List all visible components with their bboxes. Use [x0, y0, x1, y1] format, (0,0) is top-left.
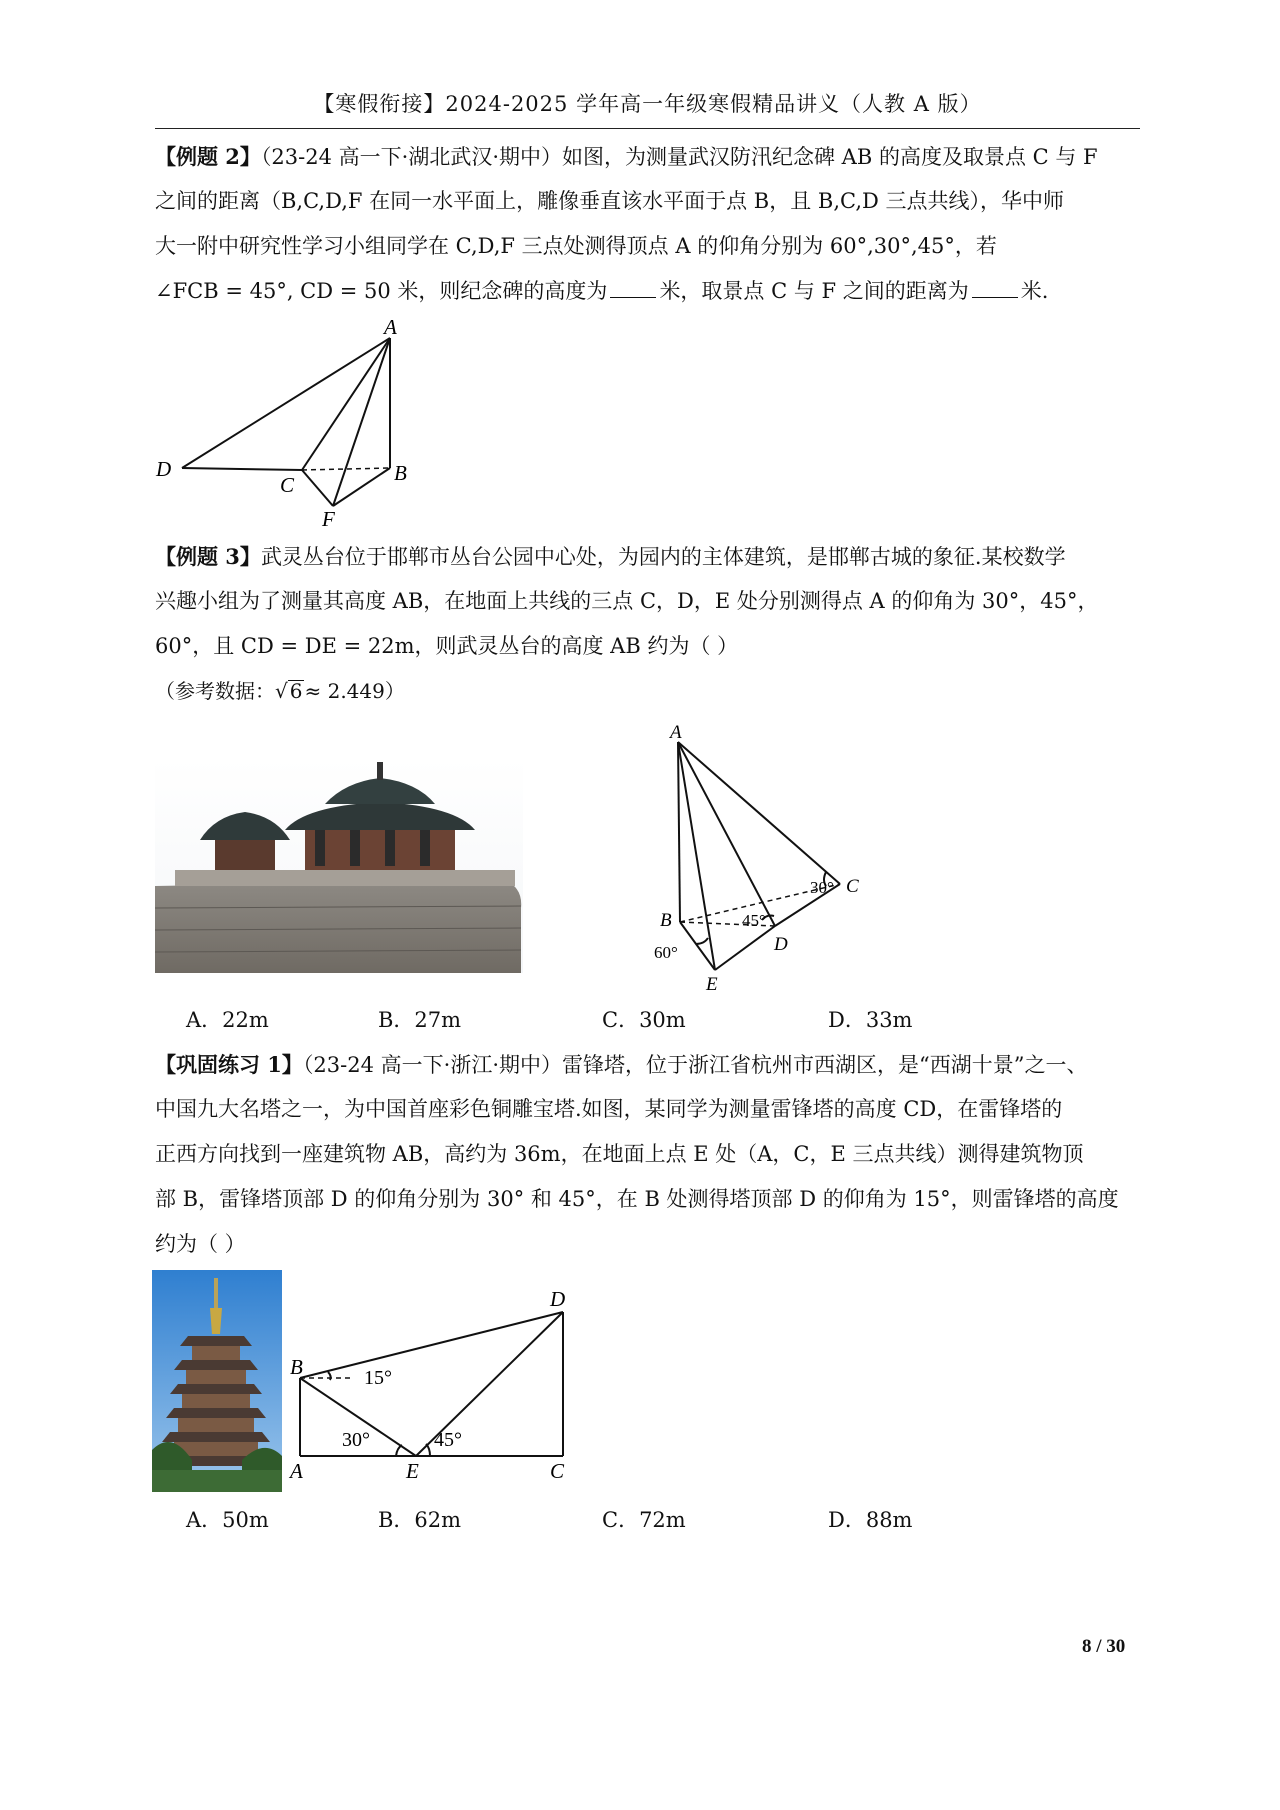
fig3-angle-d: 45°: [742, 911, 766, 930]
fig3-label-b: B: [660, 910, 672, 931]
example2-line3: 大一附中研究性学习小组同学在 C,D,F 三点处测得顶点 A 的仰角分别为 60°,30°,45°，若: [155, 234, 997, 258]
example3-tag: 【例题 3】: [155, 544, 261, 569]
practice1-line1: （23-24 高一下·浙江·期中）雷锋塔，位于浙江省杭州市西湖区，是“西湖十景”之一、: [302, 1053, 1088, 1077]
fig2-label-a: A: [384, 318, 397, 339]
fig3-label-c: C: [846, 876, 859, 897]
fig4-label-e: E: [406, 1459, 419, 1482]
example2-line4b: 米，取景点 C 与 F 之间的距离为: [659, 279, 969, 303]
fig4-label-d: D: [550, 1287, 566, 1311]
example2-tag: 【例题 2】: [155, 144, 261, 169]
practice1-text: [155, 1042, 1140, 1267]
practice1-line5: 约为（ ）: [155, 1232, 246, 1256]
header-divider: [155, 128, 1140, 129]
fig4-label-b: B: [290, 1355, 303, 1379]
fig2-label-d: D: [156, 457, 172, 481]
fig4-label-c: C: [550, 1459, 565, 1482]
fig2-label-b: B: [394, 461, 407, 485]
practice1-figure: [280, 1282, 590, 1482]
example3-option-b[interactable]: B．27m: [378, 1008, 462, 1032]
practice1-line3: 正西方向找到一座建筑物 AB，高约为 36m，在地面上点 E 处（A，C，E 三点共线）测得建筑物顶: [155, 1142, 1084, 1166]
practice1-option-a[interactable]: A．50m: [186, 1508, 269, 1532]
example2-line4c: 米.: [1020, 279, 1049, 303]
fig3-label-d: D: [774, 934, 788, 955]
fig4-angle-e2: 45°: [434, 1429, 462, 1451]
fig2-label-f: F: [322, 507, 335, 528]
example2-line2: 之间的距离（B,C,D,F 在同一水平面上，雕像垂直该水平面于点 B，且 B,C,D 三点共线），华中师: [155, 189, 1065, 213]
practice1-tag: 【巩固练习 1】: [155, 1052, 303, 1077]
fig3-label-e: E: [706, 974, 718, 992]
example2-figure: [150, 318, 430, 528]
example2-text: [155, 134, 1140, 314]
fig2-label-c: C: [280, 473, 295, 497]
example3-option-c[interactable]: C．30m: [602, 1008, 686, 1032]
fig4-angle-e1: 30°: [342, 1429, 370, 1451]
example3-option-d[interactable]: D．33m: [828, 1008, 913, 1032]
wuling-congtai-photo: [155, 758, 523, 973]
example2-line1: （23-24 高一下·湖北武汉·期中）如图，为测量武汉防汛纪念碑 AB 的高度及取景点 C 与 F: [260, 145, 1098, 169]
fig4-angle-b: 15°: [364, 1367, 392, 1389]
example2-line4a: ∠FCB = 45°, CD = 50 米，则纪念碑的高度为: [155, 279, 608, 303]
fig4-label-a: A: [290, 1459, 303, 1482]
leifeng-pagoda-photo: [152, 1270, 282, 1492]
practice1-option-b[interactable]: B．62m: [378, 1508, 462, 1532]
example3-ref-prefix: （参考数据：: [155, 679, 275, 703]
page-header: 【寒假衔接】2024-2025 学年高一年级寒假精品讲义（人教 A 版）: [313, 92, 982, 116]
example3-line2: 兴趣小组为了测量其高度 AB，在地面上共线的三点 C，D，E 处分别测得点 A 的仰角为 30°，45°，: [155, 589, 1099, 613]
fig3-angle-e: 60°: [654, 943, 678, 962]
example3-line3: 60°，且 CD = DE = 22m，则武灵丛台的高度 AB 约为（ ）: [155, 634, 739, 658]
answer-blank-1: [610, 277, 656, 298]
fig3-angle-c: 30°: [810, 878, 834, 897]
practice1-line4: 部 B，雷锋塔顶部 D 的仰角分别为 30° 和 45°，在 B 处测得塔顶部 D 的仰角为 15°，则雷锋塔的高度: [155, 1187, 1119, 1211]
example3-ref-suffix: ≈ 2.449）: [304, 679, 405, 703]
practice1-option-c[interactable]: C．72m: [602, 1508, 686, 1532]
example3-text: 【例题 3】武灵丛台位于邯郸市丛台公园中心处，为园内的主体建筑，是邯郸古城的象征.某校数学 兴趣小组为了测量其高度 AB，在地面上共线的三点 C，D，E 处分别测得点 A 的仰角为 30°，45°， 60°，且 CD = DE = 22m，则武灵丛台的高度 AB 约为（ ） （参考数据：√ 6 ≈ 2.449）: [155, 534, 1140, 714]
practice1-option-d[interactable]: D．88m: [828, 1508, 913, 1532]
practice1-line2: 中国九大名塔之一，为中国首座彩色铜雕宝塔.如图，某同学为测量雷锋塔的高度 CD，在雷锋塔的: [155, 1097, 1063, 1121]
fig3-label-a: A: [670, 722, 682, 743]
example3-line1: 武灵丛台位于邯郸市丛台公园中心处，为园内的主体建筑，是邯郸古城的象征.某校数学: [260, 545, 1066, 569]
example3-ref-radicand: 6: [289, 679, 303, 703]
answer-blank-2: [972, 277, 1018, 298]
page-number: 8 / 30: [1082, 1636, 1126, 1657]
example3-option-a[interactable]: A．22m: [186, 1008, 269, 1032]
example3-figure: [640, 722, 890, 992]
